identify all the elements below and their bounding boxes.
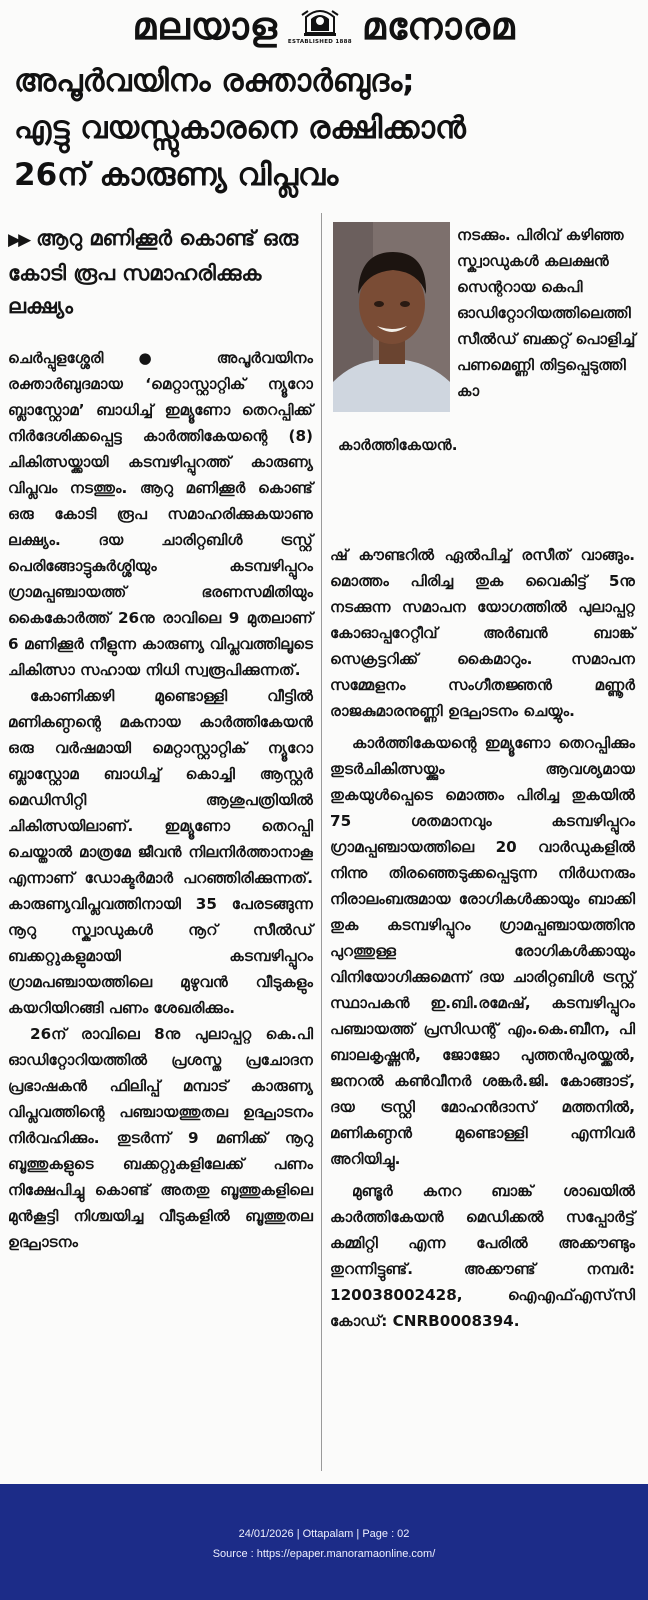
headline-line-3: 26ന് കാരുണ്യ വിപ്ലവം [14, 157, 339, 193]
kicker-text: ആറു മണിക്കൂർ കൊണ്ട് ഒരു കോടി രൂപ സമാഹരിക്കുക ലക്ഷ്യം [8, 226, 299, 318]
masthead [0, 0, 648, 52]
portrait-photo [333, 222, 450, 412]
footer-date-edition: 24/01/2026 | Ottapalam | Page : 02 [238, 1528, 410, 1540]
boy-portrait-image [333, 222, 450, 412]
left-paragraph-2: കോണിക്കഴി മുണ്ടൊള്ളി വീട്ടിൽ മണികണ്ഠന്റെ മകനായ കാർത്തികേയൻ ഒരു വർഷമായി മെറ്റാസ്റ്റാറ്റിക് ന്യൂറോ ബ്ലാസ്റ്റോമ ബാധിച്ച് കൊച്ചി ആസ്റ്റർ മെഡിസിറ്റി ആശുപത്രിയിൽ ചികിത്സയിലാണ്. ഇമ്യൂണോ തെറപ്പി ചെയ്താൽ മാത്രമേ ജീവൻ നിലനിർത്താനാകൂ എന്നാണ് ഡോക്ടർമാർ പറഞ്ഞിരിക്കുന്നത്. കാരുണ്യവിപ്ലവത്തിനായി 35 പേരടങ്ങുന്ന നൂറു സ്ക്വാഡുകൾ നൂറ് സീൽഡ് ബക്കറ്റുകളുമായി കടമ്പഴിപ്പുറം ഗ്രാമപഞ്ചായത്തിലെ മുഴുവൻ വീടുകളും കയറിയിറങ്ങി പണം ശേഖരിക്കും. [8, 687, 313, 1017]
footer-bar [0, 1484, 648, 1600]
headline-line-1: അപൂർവയിനം രക്താർബുദം; [14, 63, 415, 99]
left-paragraph-1: ചെർപ്പുളശ്ശേരി ● അപൂർവയിനം രക്താർബുദമായ ‘മെറ്റാസ്റ്റാറ്റിക് ന്യൂറോ ബ്ലാസ്റ്റോമ’ ബാധിച്ച് ഇമ്യൂണോ തെറപ്പിക്ക് നിർദേശിക്കപ്പെട്ട കാർത്തികേയന്റെ (8) ചികിത്സയ്ക്കായി കടമ്പഴിപ്പുറത്ത് കാരുണ്യ വിപ്ലവം നടത്തും. ആറു മണിക്കൂർ കൊണ്ട് ഒരു കോടി രൂപ സമാഹരിക്കുകയാണു ലക്ഷ്യം. ദയ ചാരിറ്റബിൾ ട്രസ്റ്റ് പെരിങ്ങോട്ടുകുർശ്ശിയും കടമ്പഴിപ്പുറം ഗ്രാമപ്പഞ്ചായത്ത് ഭരണസമിതിയും കൈകോർത്ത് 26നു രാവിലെ 9 മുതലാണ് 6 മണിക്കൂർ നീളുന്ന കാരുണ്യ വിപ്ലവത്തിലൂടെ ചികിത്സാ സഹായ നിധി സ്വരൂപിക്കുന്നത്. [8, 349, 313, 679]
kicker [8, 222, 313, 323]
left-column [8, 222, 313, 1255]
right-column [330, 542, 635, 1334]
left-paragraph-3: 26ന് രാവിലെ 8നു പുലാപ്പറ്റ കെ.പി ഓഡിറ്റോറിയത്തിൽ പ്രശസ്ത പ്രചോദന പ്രഭാഷകൻ ഫിലിപ്പ് മമ്പാട് കാരുണ്യ വിപ്ലവത്തിന്റെ പഞ്ചായത്തുതല ഉദ്ഘാടനം നിർവഹിക്കും. തുടർന്ന് 9 മണിക്ക് നൂറു ബൂത്തുകളുടെ ബക്കറ്റുകളിലേക്ക് പണം നിക്ഷേപിച്ചു കൊണ്ട് അതതു ബൂത്തുകളിലെ മുൻകൂട്ടി നിശ്ചയിച്ച വീടുകളിൽ ബൂത്തുതല ഉദ്ഘാടനം [8, 1025, 313, 1251]
right-paragraph-3: മുണ്ടൂർ കനറ ബാങ്ക് ശാഖയിൽ കാർത്തികേയൻ മെഡിക്കൽ സപ്പോർട്ട് കമ്മിറ്റി എന്ന പേരിൽ അക്കൗണ്ടും തുറന്നിട്ടുണ്ട്. അക്കൗണ്ട് നമ്പർ: 120038002428, ഐഎഫ്എസ്‌സി കോഡ്: CNRB0008394. [330, 1182, 635, 1330]
right-top-text: നടക്കും. പിരിവ് കഴിഞ്ഞ സ്ക്വാഡുകൾ കലക്ഷൻ സെന്ററായ കെപി ഓഡിറ്റോറിയത്തിലെത്തി സീൽഡ് ബക്കറ്റ് പൊളിച്ച് പണമെണ്ണി തിട്ടപ്പെടുത്തി കാ [457, 226, 636, 400]
masthead-emblem [288, 3, 352, 49]
crest-icon [300, 3, 340, 39]
right-paragraph-2: കാർത്തികേയന്റെ ഇമ്യൂണോ തെറപ്പിക്കും തുടർചികിത്സയ്ക്കും ആവശ്യമായ തുകയുൾപ്പെടെ മൊത്തം പിരിച്ച തുകയിൽ 75 ശതമാനവും കടമ്പഴിപ്പുറം ഗ്രാമപ്പഞ്ചായത്തിലെ 20 വാർഡുകളിൽ നിന്നു തിരഞ്ഞെടുക്കപ്പെടുന്ന നിർധനരും നിരാലംബരുമായ രോഗികൾക്കായും ബാക്കി തുക കടമ്പഴിപ്പുറം ഗ്രാമപ്പഞ്ചായത്തിനു പുറത്തുള്ള രോഗികൾക്കായും വിനിയോഗിക്കുമെന്ന് ദയ ചാരിറ്റബിൾ ട്രസ്റ്റ് സ്ഥാപകൻ ഇ.ബി.രമേഷ്, കടമ്പഴിപ്പുറം പഞ്ചായത്ത് പ്രസിഡന്റ് എം.കെ.ബീന, പി ബാലകൃഷ്ണൻ, ജോജോ പുത്തൻപുരയ്ക്കൽ, ജനറൽ കൺവീനർ ശങ്കർ.ജി. കോങ്ങാട്, ദയ ട്രസ്റ്റി മോഹൻദാസ് മത്തനിൽ, മണികണ്ഠൻ മുണ്ടൊള്ളി എന്നിവർ അറിയിച്ചു. [330, 734, 635, 1168]
emblem-caption: ESTABLISHED 1888 [287, 39, 352, 45]
headline [14, 58, 634, 199]
footer-source-link[interactable]: Source : https://epaper.manoramaonline.com/ [212, 1548, 436, 1560]
masthead-right-word: മനോരമ [361, 4, 516, 48]
right-top-column [457, 222, 637, 404]
headline-line-2: എട്ടു വയസ്സുകാരനെ രക്ഷിക്കാൻ [14, 110, 466, 146]
column-divider [321, 213, 322, 1471]
masthead-left-word: മലയാള [132, 4, 278, 48]
right-paragraph-1: ഷ് കൗണ്ടറിൽ ഏൽപിച്ച് രസീത് വാങ്ങും. മൊത്തം പിരിച്ച തുക വൈകിട്ട് 5നു നടക്കുന്ന സമാപന യോഗത്തിൽ പുലാപ്പറ്റ കോഓപ്പറേറ്റീവ് അർബൻ ബാങ്ക് സെക്രട്ടറിക്ക് കൈമാറും. സമാപന സമ്മേളനം സംഗീതജ്ഞൻ മണ്ണൂർ രാജകുമാരനുണ്ണി ഉദ്ഘാടനം ചെയ്യും. [330, 546, 635, 720]
double-arrow-icon: ▶▶ [8, 230, 29, 250]
photo-caption: കാർത്തികേയൻ. [338, 436, 458, 454]
